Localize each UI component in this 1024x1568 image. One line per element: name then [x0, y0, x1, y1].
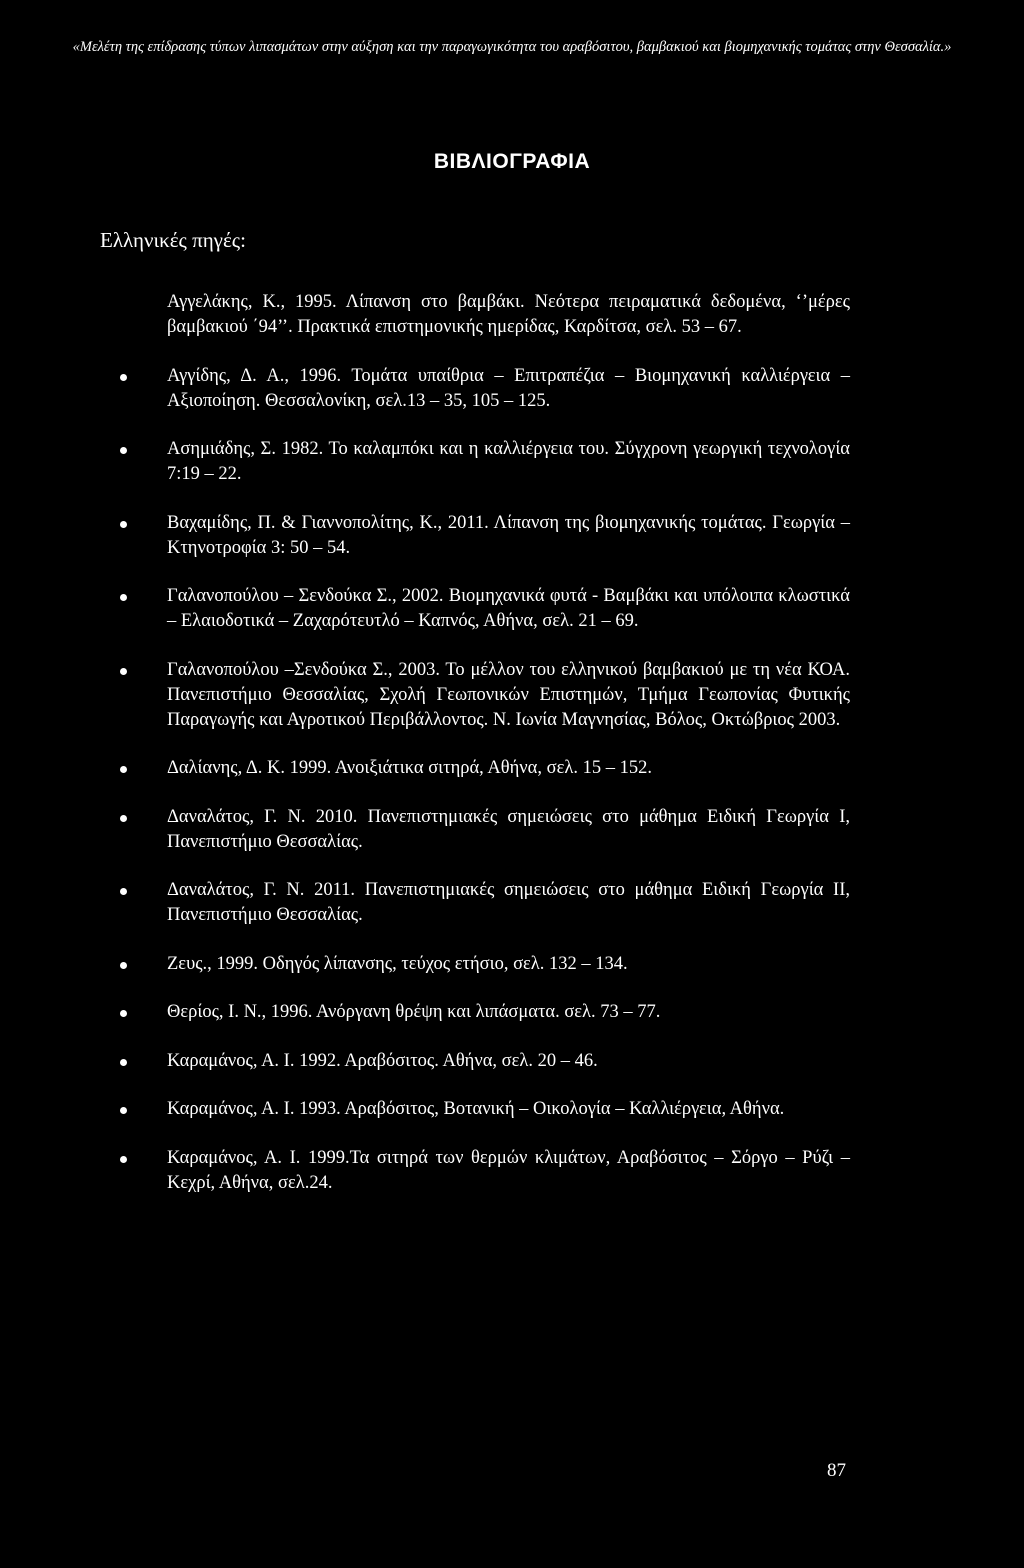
bullet-icon [120, 374, 127, 381]
bullet-icon [120, 447, 127, 454]
reference-text: Δαλίανης, Δ. Κ. 1999. Ανοιξιάτικα σιτηρά, Αθήνα, σελ. 15 – 152. [167, 758, 652, 778]
bullet-icon [120, 1107, 127, 1114]
reference-text: Γαλανοπούλου – Σενδούκα Σ., 2002. Βιομηχανικά φυτά - Βαμβάκι και υπόλοιπα κλωστικά – Ελαιοδοτικά – Ζαχαρότευτλό – Καπνός, Αθήνα, σελ. 21 – 69. [167, 586, 850, 631]
reference-text: Ζευς., 1999. Οδηγός λίπανσης, τεύχος ετήσιο, σελ. 132 – 134. [167, 953, 628, 974]
reference-text: Καραμάνος, Α. Ι. 1992. Αραβόσιτος. Αθήνα, σελ. 20 – 46. [167, 1050, 598, 1071]
bullet-icon [120, 521, 127, 528]
reference-text: Καραμάνος, Α. Ι. 1993. Αραβόσιτος, Βοτανική – Οικολογία – Καλλιέργεια, Αθήνα. [167, 1099, 785, 1119]
bullet-icon [120, 1010, 127, 1017]
reference-item [120, 1049, 850, 1074]
reference-item [120, 658, 850, 733]
bullet-icon [120, 1059, 127, 1066]
reference-text: Βαχαμίδης, Π. & Γιαννοπολίτης, Κ., 2011. Λίπανση της βιομηχανικής τομάτας. Γεωργία – Κτηνοτροφία 3: 50 – 54. [167, 512, 850, 558]
reference-item [120, 1097, 850, 1122]
reference-text: Αγγίδης, Δ. Α., 1996. Τομάτα υπαίθρια – Επιτραπέζια – Βιομηχανική καλλιέργεια – Αξιοποίηση. Θεσσαλονίκη, σελ.13 – 35, 105 – 125. [167, 365, 850, 411]
reference-item [120, 805, 850, 855]
reference-list [120, 290, 850, 1219]
bullet-icon [120, 815, 127, 822]
reference-item [120, 511, 850, 561]
reference-item [120, 1146, 850, 1196]
reference-item [120, 584, 850, 634]
running-header: «Μελέτη της επίδρασης τύπων λιπασμάτων στην αύξηση και την παραγωγικότητα του αραβόσιτου, βαμβακιού και βιομηχανικής τομάτας στην Θεσσαλία.» [72, 39, 952, 55]
reference-text: Δαναλάτος, Γ. Ν. 2011. Πανεπιστημιακές σημειώσεις στο μάθημα Ειδική Γεωργία ΙΙ, Πανεπιστήμιο Θεσσαλίας. [167, 880, 850, 925]
reference-item [120, 878, 850, 928]
bullet-icon [120, 962, 127, 969]
bullet-icon [120, 668, 127, 675]
page-number: 87 [827, 1460, 846, 1481]
reference-item [120, 437, 850, 487]
bullet-icon [120, 766, 127, 773]
section-title: ΒΙΒΛΙΟΓΡΑΦΙΑ [433, 150, 591, 173]
reference-item [120, 364, 850, 414]
reference-text: Γαλανοπούλου –Σενδούκα Σ., 2003. Το μέλλον του ελληνικού βαμβακιού με τη νέα ΚΟΑ. Πανεπιστήμιο Θεσσαλίας, Σχολή Γεωπονικών Επιστημών, Τμήμα Γεωπονίας Φυτικής Παραγωγής και Αγροτικού Περιβάλλοντος. Ν. Ιωνία Μαγνησίας, Βόλος, Οκτώβριος 2003. [167, 659, 850, 730]
bullet-icon [120, 888, 127, 895]
reference-text: Θερίος, Ι. Ν., 1996. Ανόργανη θρέψη και λιπάσματα. σελ. 73 – 77. [167, 1002, 661, 1022]
reference-text: Καραμάνος, Α. Ι. 1999.Τα σιτηρά των θερμών κλιμάτων, Αραβόσιτος – Σόργο – Ρύζι – Κεχρί, Αθήνα, σελ.24. [167, 1147, 850, 1193]
bullet-icon [120, 1156, 127, 1163]
reference-text: Ασημιάδης, Σ. 1982. Το καλαμπόκι και η καλλιέργεια του. Σύγχρονη γεωργική τεχνολογία 7:19 – 22. [167, 439, 850, 484]
reference-item [120, 290, 850, 340]
reference-text: Αγγελάκης, Κ., 1995. Λίπανση στο βαμβάκι. Νεότερα πειραματικά δεδομένα, ‘’μέρες βαμβακιού ΄94’’. Πρακτικά επιστημονικής ημερίδας, Καρδίτσα, σελ. 53 – 67. [167, 292, 850, 337]
bullet-icon [120, 594, 127, 601]
reference-text: Δαναλάτος, Γ. Ν. 2010. Πανεπιστημιακές σημειώσεις στο μάθημα Ειδική Γεωργία Ι, Πανεπιστήμιο Θεσσαλίας. [167, 806, 850, 852]
reference-item [120, 952, 850, 977]
greek-sources-heading: Ελληνικές πηγές: [100, 228, 246, 252]
reference-item [120, 1000, 850, 1025]
reference-item [120, 756, 850, 781]
